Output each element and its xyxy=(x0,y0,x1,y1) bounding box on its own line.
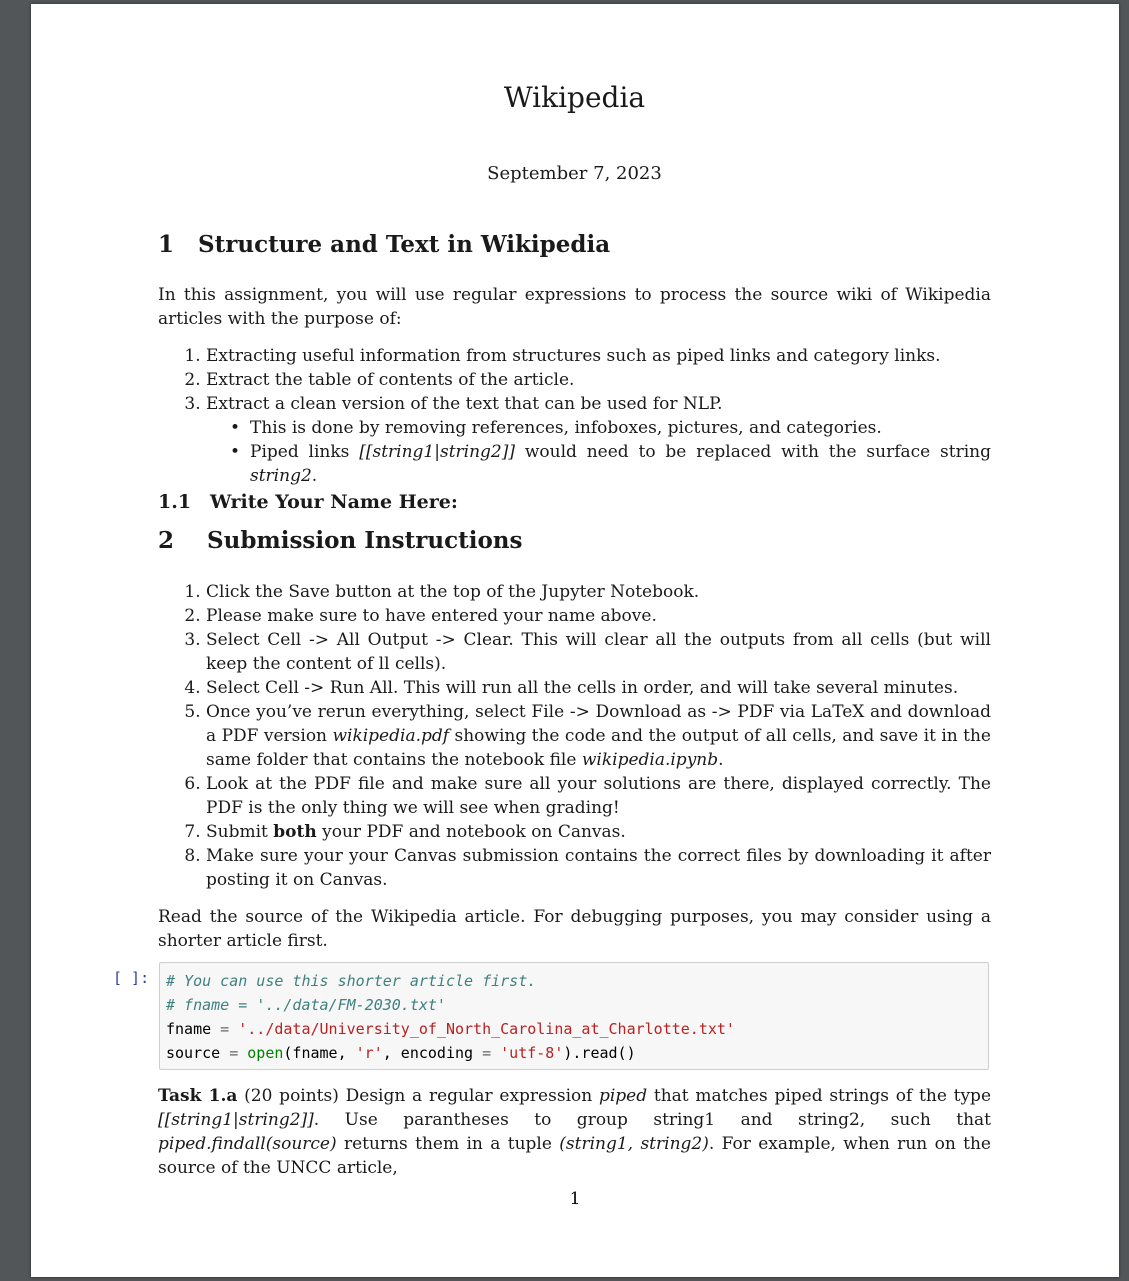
list-item: 2. Extract the table of contents of the article. xyxy=(206,368,991,392)
code-cell[interactable]: # You can use this shorter article first. # fname = '../data/FM-2030.txt' fname = '../data/University_of_North_Carolina_at_Charlotte.txt' source = open(fname, 'r', encoding = 'utf-8').read() xyxy=(159,962,989,1070)
section-title: Submission Instructions xyxy=(207,527,523,554)
list-item: 1. Click the Save button at the top of the Jupyter Notebook. xyxy=(206,580,991,604)
list-item: 2. Please make sure to have entered your name above. xyxy=(206,604,991,628)
list-item: 6. Look at the PDF file and make sure all your solutions are there, displayed correctly. The PDF is the only thing we will see when grading! xyxy=(206,772,991,820)
section-1-heading xyxy=(158,233,610,257)
section-title: Write Your Name Here: xyxy=(210,491,458,513)
list-item: 5. Once you’ve rerun everything, select File -> Download as -> PDF via LaTeX and download a PDF version wikipedia.pdf showing the code and the output of all cells, and save it in the same folder that contains the notebook file wikipedia.ipynb. xyxy=(206,700,991,772)
section-1-intro: In this assignment, you will use regular expressions to process the source wiki of Wikipedia articles with the purpose of: xyxy=(158,285,991,329)
document-date: September 7, 2023 xyxy=(487,163,662,184)
subsection-1-1-heading xyxy=(158,490,458,514)
document-title: Wikipedia xyxy=(503,81,646,114)
section-2-closing: Read the source of the Wikipedia article. For debugging purposes, you may consider using a shorter article first. xyxy=(158,907,991,951)
section-2-heading xyxy=(158,529,522,553)
section-2-list xyxy=(158,580,991,892)
list-item: 3. Select Cell -> All Output -> Clear. This will clear all the outputs from all cells (but will keep the content of ll cells). xyxy=(206,628,991,676)
list-item: 4. Select Cell -> Run All. This will run all the cells in order, and will take several minutes. xyxy=(206,676,991,700)
code-comment: # You can use this shorter article first. xyxy=(166,972,537,990)
bullet-item: • This is done by removing references, infoboxes, pictures, and categories. xyxy=(250,416,991,440)
code-comment: # fname = '../data/FM-2030.txt' xyxy=(166,996,446,1014)
pdf-page xyxy=(31,4,1119,1277)
list-item: 7. Submit both your PDF and notebook on Canvas. xyxy=(206,820,991,844)
list-item: 1. Extracting useful information from structures such as piped links and category links. xyxy=(206,344,991,368)
cell-prompt: [ ]: xyxy=(113,969,150,987)
bullet-item: • Piped links [[string1|string2]] would need to be replaced with the surface string string2. xyxy=(250,440,991,488)
bullet-list xyxy=(206,416,991,488)
section-1-list xyxy=(158,344,991,488)
task-1a-paragraph: Task 1.a (20 points) Design a regular expression piped that matches piped strings of the type [[string1|string2]]. Use parantheses to group string1 and string2, such that piped.findall(source) returns them in a tuple (string1, string2). For example, when run on the source of the UNCC article, xyxy=(158,1086,992,1178)
list-item: 3. Extract a clean version of the text that can be used for NLP. • This is done by removing references, infoboxes, pictures, and categories. • Piped links [[string1|string2]] would need to be replaced with the surface string string2. xyxy=(206,392,991,488)
section-title: Structure and Text in Wikipedia xyxy=(198,231,611,258)
section-number: 1.1 xyxy=(158,491,192,513)
section-number: 1 xyxy=(158,231,175,258)
list-item: 8. Make sure your your Canvas submission contains the correct files by downloading it after posting it on Canvas. xyxy=(206,844,991,892)
section-number: 2 xyxy=(158,527,175,554)
page-number: 1 xyxy=(569,1189,581,1209)
